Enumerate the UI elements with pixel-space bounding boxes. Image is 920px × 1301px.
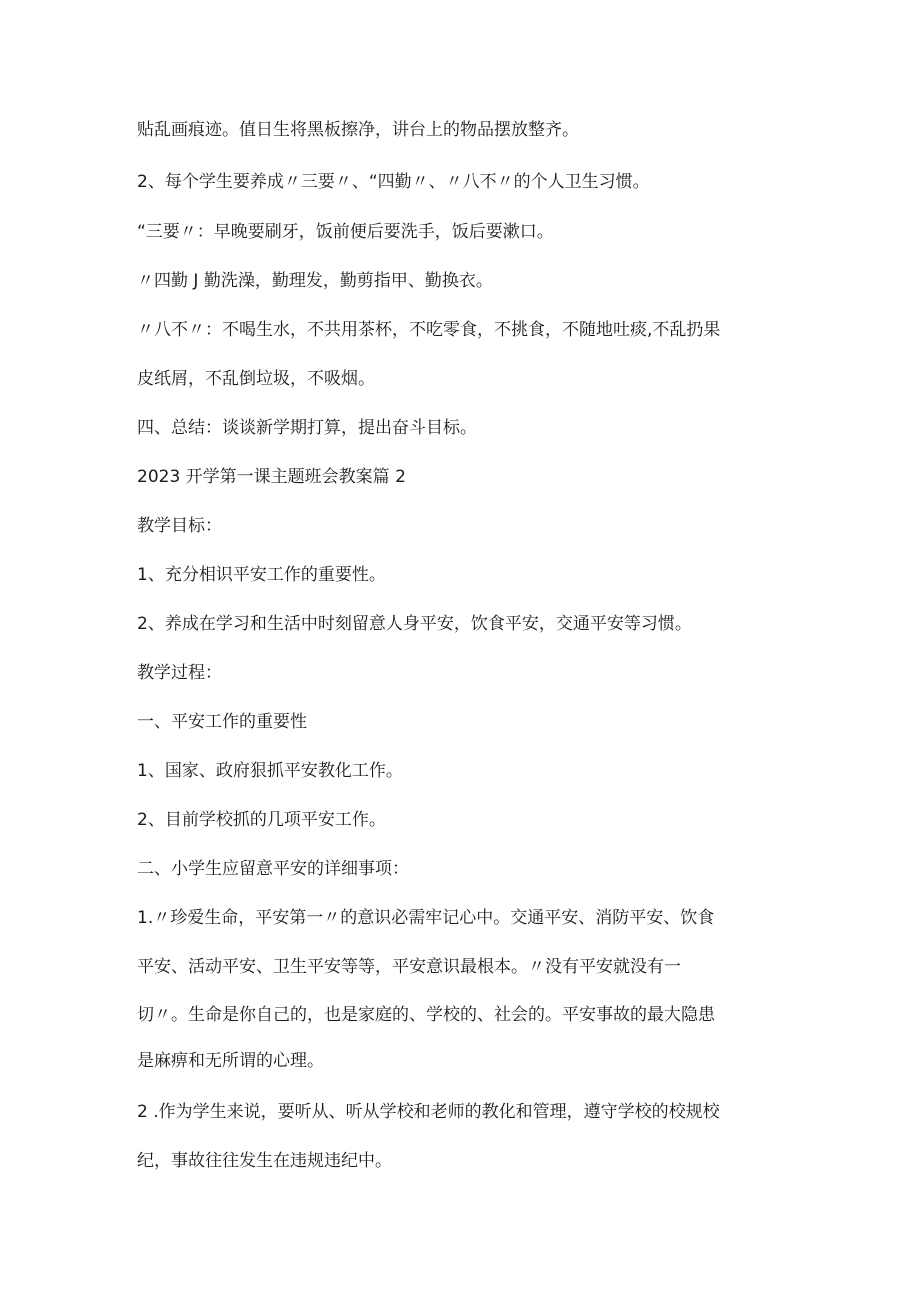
text-line: 〃四勤 J 勤洗澡，勤理发，勤剪指甲、勤换衣。 (137, 271, 493, 291)
text-line: 2 .作为学生来说，要听从、听从学校和老师的教化和管理，遵守学校的校规校 (137, 1102, 720, 1122)
text-line: 是麻痹和无所谓的心理。 (137, 1051, 324, 1071)
text-line: 纪，事故往往发生在违规违纪中。 (137, 1151, 392, 1171)
text-line: 1.〃珍爱生命，平安第一〃的意识必需牢记心中。交通平安、消防平安、饮食 (137, 908, 715, 928)
text-line: 〃八不〃：不喝生水，不共用茶杯，不吃零食，不挑食，不随地吐痰,不乱扔果 (137, 320, 721, 340)
text-line: 1、国家、政府狠抓平安教化工作。 (137, 761, 403, 781)
text-line: 一、平安工作的重要性 (137, 712, 307, 732)
text-line: 教学过程： (137, 663, 222, 683)
text-line: 2、养成在学习和生活中时刻留意人身平安，饮食平安，交通平安等习惯。 (137, 614, 692, 634)
text-line: 2、目前学校抓的几项平安工作。 (137, 810, 386, 830)
text-line: 2、每个学生要养成〃三要〃、“四勤〃、〃八不〃的个人卫生习惯。 (137, 172, 650, 192)
text-line: 贴乱画痕迹。值日生将黑板擦净，讲台上的物品摆放整齐。 (137, 120, 579, 140)
text-line: 平安、活动平安、卫生平安等等，平安意识最根本。〃没有平安就没有一 (137, 957, 681, 977)
text-line: 教学目标： (137, 516, 222, 536)
text-line: 四、总结：谈谈新学期打算，提出奋斗目标。 (137, 418, 477, 438)
text-line: 切〃。生命是你自己的，也是家庭的、学校的、社会的。平安事故的最大隐患 (137, 1005, 715, 1025)
text-line: 二、小学生应留意平安的详细事项： (137, 859, 409, 879)
text-line: 皮纸屑，不乱倒垃圾，不吸烟。 (137, 369, 375, 389)
text-line: “三要〃：早晚要刷牙，饭前便后要洗手，饭后要漱口。 (137, 222, 554, 242)
text-line: 1、充分相识平安工作的重要性。 (137, 565, 386, 585)
section-heading: 2023 开学第一课主题班会教案篇 2 (137, 467, 406, 487)
